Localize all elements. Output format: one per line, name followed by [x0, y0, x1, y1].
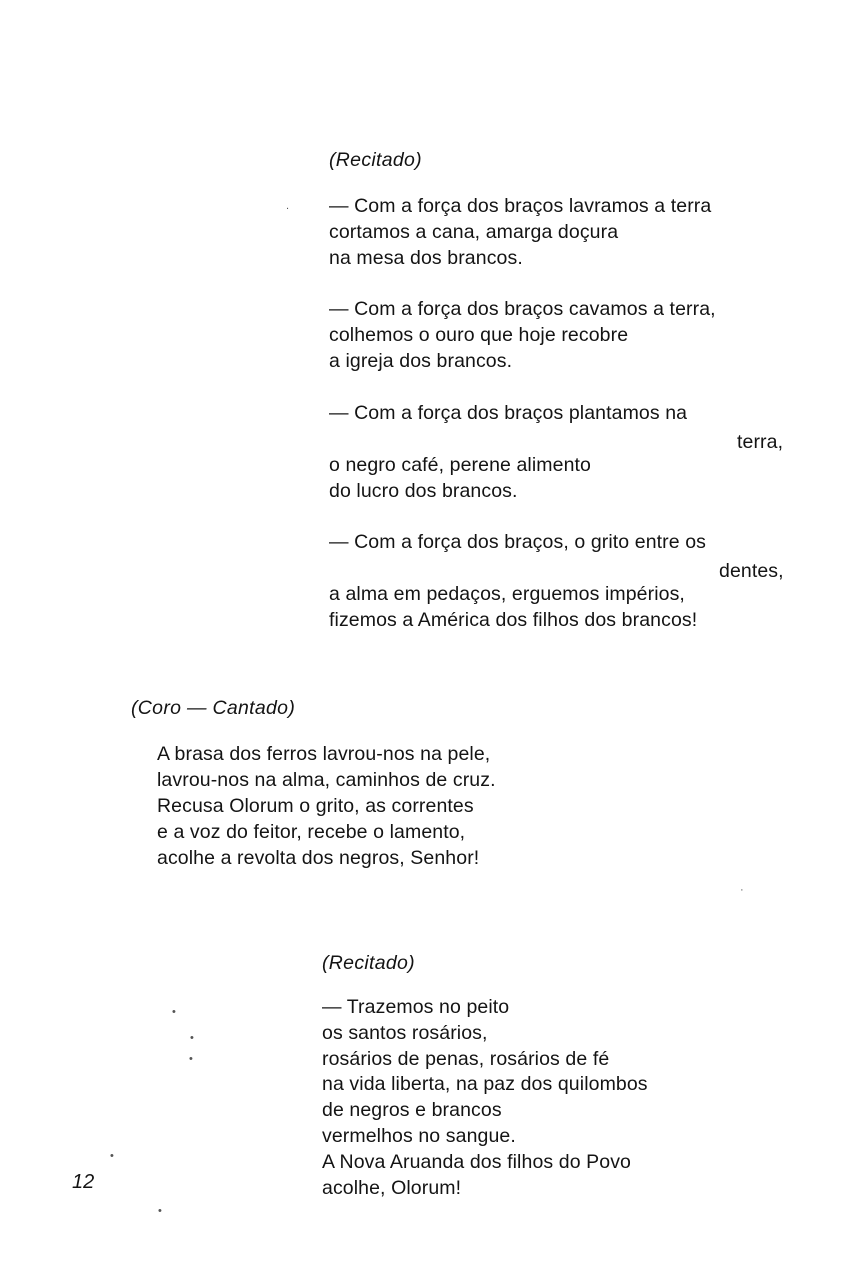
scan-speck: •	[158, 1205, 162, 1217]
verse-line: na mesa dos brancos.	[329, 247, 523, 269]
section-heading-coro: (Coro — Cantado)	[131, 697, 296, 719]
verse-line: — Trazemos no peito	[322, 996, 510, 1018]
verse-line: — Com a força dos braços plantamos na	[329, 402, 688, 424]
verse-line: A brasa dos ferros lavrou-nos na pele,	[157, 743, 491, 765]
verse-line: fizemos a América dos filhos dos brancos!	[329, 609, 698, 631]
verse-line: — Com a força dos braços, o grito entre os	[329, 531, 707, 553]
scan-speck: •	[190, 1032, 194, 1044]
verse-line: do lucro dos brancos.	[329, 480, 518, 502]
verse-line: e a voz do feitor, recebe o lamento,	[157, 821, 466, 843]
verse-line: de negros e brancos	[322, 1099, 502, 1121]
verse-line: a alma em pedaços, erguemos impérios,	[329, 583, 685, 605]
scan-speck: .	[286, 200, 290, 212]
section-heading-recitado-2: (Recitado)	[322, 952, 415, 974]
verse-line: vermelhos no sangue.	[322, 1125, 516, 1147]
verse-line: Recusa Olorum o grito, as correntes	[157, 795, 474, 817]
verse-line-continuation: terra,	[737, 431, 784, 453]
verse-line: cortamos a cana, amarga doçura	[329, 221, 619, 243]
page-number: 12	[72, 1171, 95, 1193]
verse-line: lavrou-nos na alma, caminhos de cruz.	[157, 769, 496, 791]
scan-speck: ·	[740, 884, 744, 896]
verse-line-continuation: dentes,	[719, 560, 784, 582]
verse-line: os santos rosários,	[322, 1022, 488, 1044]
scan-speck: •	[110, 1150, 114, 1162]
verse-line: o negro café, perene alimento	[329, 454, 591, 476]
scan-speck: •	[172, 1006, 176, 1018]
verse-line: a igreja dos brancos.	[329, 350, 513, 372]
section-heading-recitado-1: (Recitado)	[329, 149, 422, 171]
verse-line: acolhe a revolta dos negros, Senhor!	[157, 847, 480, 869]
scan-speck: •	[189, 1053, 193, 1065]
verse-line: colhemos o ouro que hoje recobre	[329, 324, 629, 346]
verse-line: acolhe, Olorum!	[322, 1177, 462, 1199]
verse-line: na vida liberta, na paz dos quilombos	[322, 1073, 648, 1095]
verse-line: rosários de penas, rosários de fé	[322, 1048, 610, 1070]
verse-line: — Com a força dos braços cavamos a terra,	[329, 298, 716, 320]
verse-line: — Com a força dos braços lavramos a terra	[329, 195, 712, 217]
verse-line: A Nova Aruanda dos filhos do Povo	[322, 1151, 632, 1173]
